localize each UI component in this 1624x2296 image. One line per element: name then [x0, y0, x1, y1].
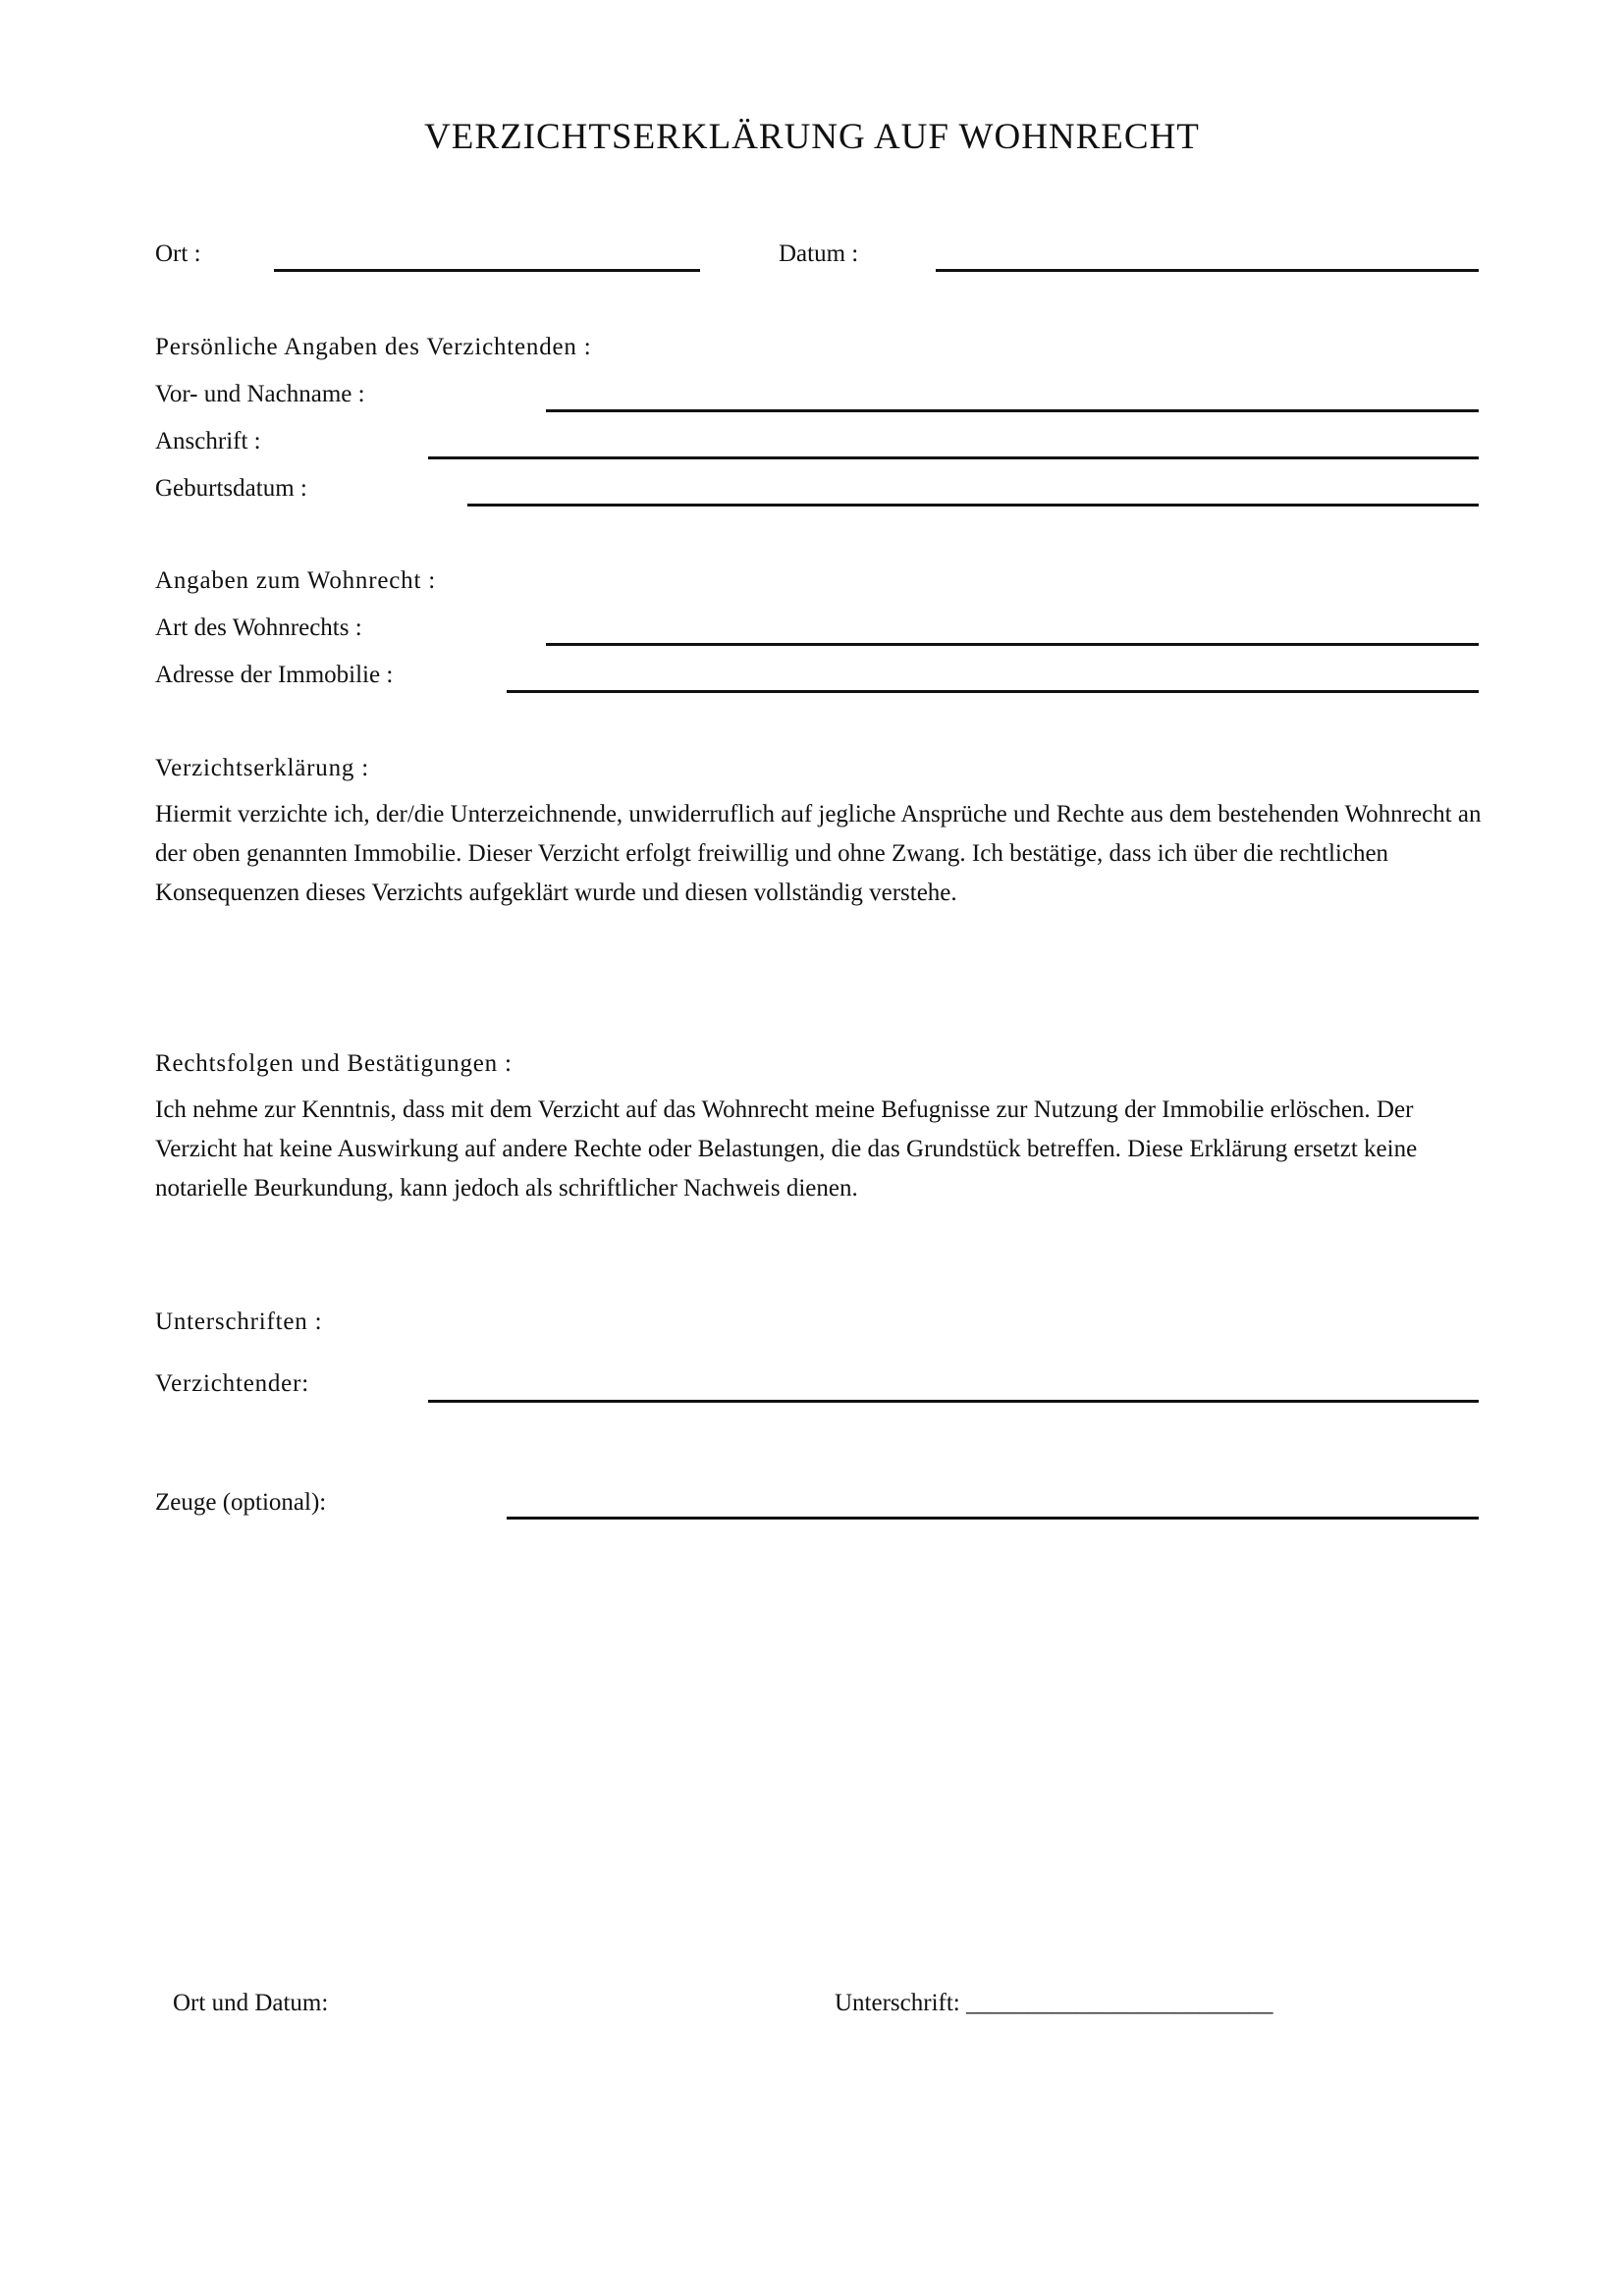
waiver-heading: Verzichtserklärung : — [155, 755, 370, 781]
personal-details-heading: Persönliche Angaben des Verzichtenden : — [155, 334, 592, 360]
footer-signature-label: Unterschrift: _________________________ — [835, 1990, 1273, 2016]
footer-place-date-label: Ort und Datum: — [173, 1990, 329, 2016]
ort-field[interactable] — [274, 269, 700, 272]
address-field[interactable] — [428, 456, 1479, 459]
waiver-signature-field[interactable] — [428, 1400, 1479, 1403]
datum-field[interactable] — [936, 269, 1479, 272]
name-field[interactable] — [546, 409, 1479, 412]
document-title: VERZICHTSERKLÄRUNG AUF WOHNRECHT — [424, 117, 1200, 157]
property-address-field[interactable] — [507, 690, 1479, 693]
witness-signature-label: Zeuge (optional): — [155, 1489, 327, 1516]
address-label: Anschrift : — [155, 428, 261, 454]
consequences-heading: Rechtsfolgen und Bestätigungen : — [155, 1050, 513, 1077]
ort-label: Ort : — [155, 240, 201, 267]
waiver-signature-label: Verzichtender: — [155, 1370, 309, 1397]
residence-type-label: Art des Wohnrechts : — [155, 614, 362, 641]
birthdate-label: Geburtsdatum : — [155, 475, 307, 502]
consequences-text: Ich nehme zur Kenntnis, dass mit dem Verzicht auf das Wohnrecht meine Befugnisse zur Nutzung der Immobilie erlöschen. Der Verzicht hat keine Auswirkung auf andere Rechte oder Belastungen, die das Grundstück betreffen. Diese Erklärung ersetzt keine notarielle Beurkundung, kann jedoch als schriftlicher Nachweis dienen. — [155, 1096, 1418, 1201]
property-address-label: Adresse der Immobilie : — [155, 662, 394, 688]
name-label: Vor- und Nachname : — [155, 381, 365, 407]
signatures-heading: Unterschriften : — [155, 1308, 323, 1335]
residence-type-field[interactable] — [546, 643, 1479, 646]
datum-label: Datum : — [779, 240, 859, 267]
witness-signature-field[interactable] — [507, 1517, 1479, 1520]
residence-right-heading: Angaben zum Wohnrecht : — [155, 567, 436, 594]
waiver-text: Hiermit verzichte ich, der/die Unterzeichnende, unwiderruflich auf jegliche Ansprüche und Rechte aus dem bestehenden Wohnrecht an der oben genannten Immobilie. Dieser Verzicht erfolgt freiwillig und ohne Zwang. Ich bestätige, dass ich über die rechtlichen Konsequenzen dieses Verzichts aufgeklärt wurde und diesen vollständig verstehe. — [155, 801, 1482, 906]
birthdate-field[interactable] — [467, 504, 1479, 507]
